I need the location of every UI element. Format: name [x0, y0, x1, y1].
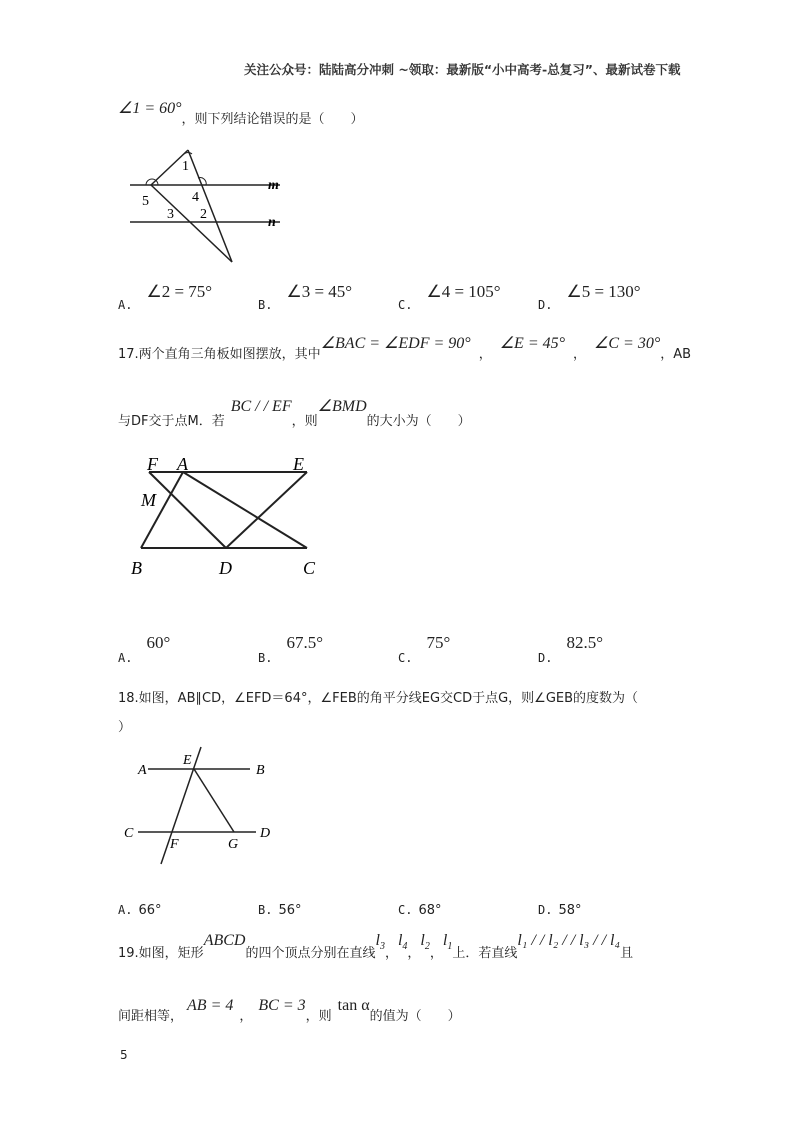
label-M: M [141, 490, 156, 510]
q17-option-a[interactable]: $_{A.}$60° [118, 633, 171, 665]
q16-stem-text: ，则下列结论错误的是（ ） [181, 112, 364, 127]
q16-option-d[interactable]: $_{D.}$∠5 = 130° [538, 282, 641, 312]
q17-option-b[interactable]: $_{B.}$67.5° [258, 633, 324, 665]
q17-stem-line1: $_{17.两个直角三角板如图摆放,其中}$∠BAC = ∠EDF = $90^\circ_,\angle E$ = $45^\circ_,\angle C = 30^\circ_{,AB}$ [118, 335, 692, 362]
q18-option-a[interactable]: A. 66° [118, 903, 162, 918]
q16-option-a[interactable]: $_{A.}$∠2 = 75° [118, 282, 213, 312]
label-m: m [268, 178, 279, 193]
label-5: 5 [142, 194, 149, 209]
label-D: D [260, 826, 271, 841]
label-B: B [131, 558, 142, 578]
label-n: n [268, 215, 276, 230]
q17-option-d[interactable]: $_{D.}$82.5° [538, 633, 604, 665]
q16-option-b[interactable]: $_{B.}$∠3 = 45° [258, 282, 353, 312]
page-header: 关注公众号：陆陆高分冲刺 ~领取：最新版“小中高考-总复习”、最新试卷下载 [244, 62, 681, 77]
label-G: G [228, 837, 239, 852]
angle-arc-1 [184, 152, 192, 154]
label-4: 4 [192, 190, 199, 205]
q16-condition: ∠1 = 60° [118, 100, 182, 117]
q17-stem-line2: $_{与DF交于点M.若}$BC / / $EF_{,则}\angle BMD_{的大小为( )}$ [118, 398, 471, 429]
label-F: F [147, 454, 158, 474]
q16-option-c[interactable]: $_{C.}$∠4 = 105° [398, 282, 501, 312]
q19-stem-line2: $_{间距相等,}AB = 4_,BC = 3_{,则}\tan$ $\alpha_{的值为( )}$ [118, 997, 461, 1024]
q19-rect: ABCD [203, 932, 246, 949]
label-C: C [124, 826, 134, 841]
label-E: E [183, 753, 192, 768]
q18-option-d[interactable]: D. 58° [538, 903, 582, 918]
label-A: A [177, 454, 188, 474]
q17-option-c[interactable]: $_{C.}$75° [398, 633, 451, 665]
label-3: 3 [167, 207, 174, 222]
label-D: D [219, 558, 232, 578]
q16-figure [120, 140, 300, 270]
q19-stem-line1: $_{19.如图,矩形}ABCD_{的四个顶点分别在直线}l_{3,}l_{4,}l_{2,}l_{1上.若直线}l_1$ / / l₂ / / l₃ / / $l_4_且$ [118, 932, 634, 961]
label-A: A [138, 763, 147, 778]
label-1: 1 [182, 159, 189, 174]
q16-stem [118, 98, 364, 127]
q18-stem-line1: 18.如图，AB∥CD，∠EFD＝64°，∠FEB的角平分线EG交CD于点G，则∠GEB的度数为（ [118, 691, 639, 706]
page-number: 5 [120, 1048, 128, 1062]
label-2: 2 [200, 207, 207, 222]
q18-figure [118, 742, 283, 872]
label-F: F [170, 837, 179, 852]
q18-stem-line2: ） [118, 720, 132, 735]
q18-option-b[interactable]: B. 56° [258, 903, 302, 918]
q19-parallel: l₁ / / l₂ / / l₃ / / l₄ [517, 932, 621, 949]
q17-figure [125, 450, 330, 580]
label-B: B [256, 763, 265, 778]
label-E: E [293, 454, 304, 474]
label-C: C [303, 558, 316, 578]
q18-option-c[interactable]: C. 68° [398, 903, 442, 918]
